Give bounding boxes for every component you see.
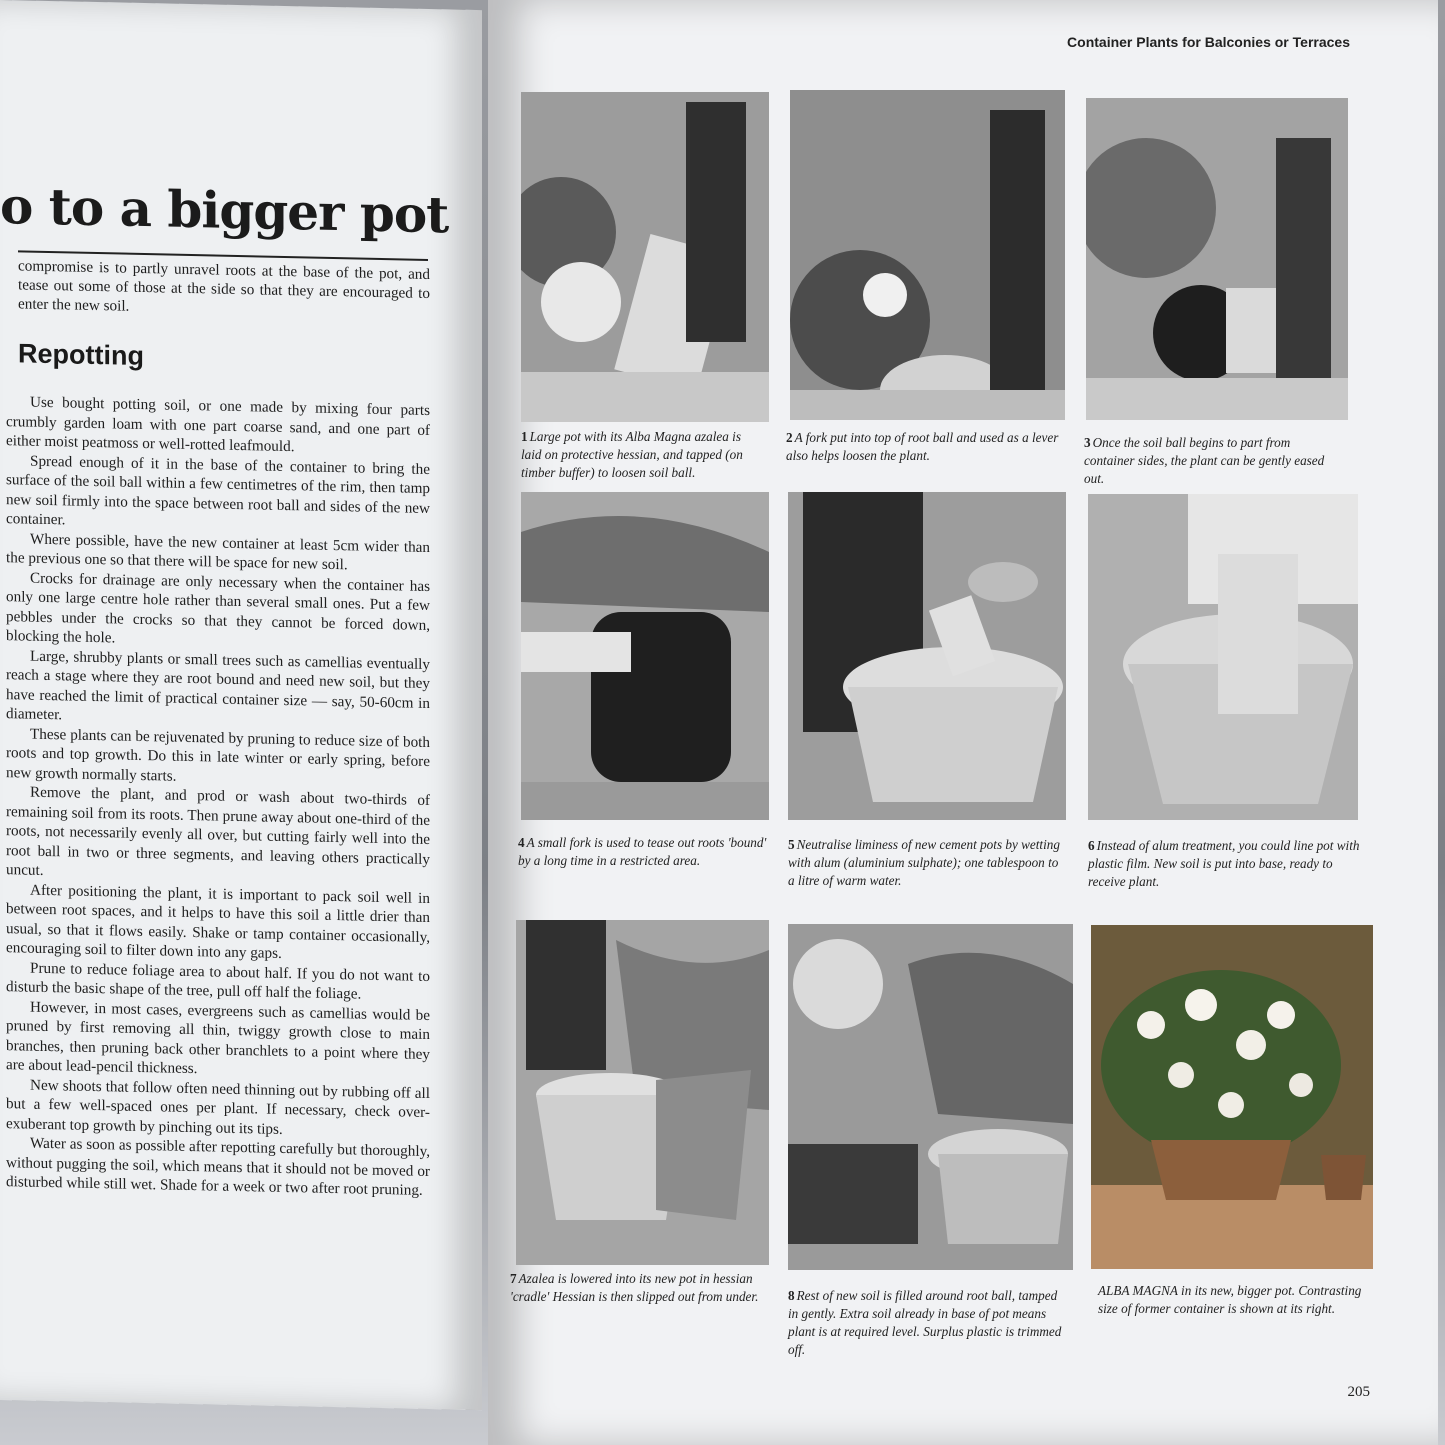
photo-step-7 xyxy=(516,920,769,1265)
paragraph: After positioning the plant, it is important to pack soil well in between root spaces, and it helps to have this soil a little drier than usual, so that it flows easily. Shake or tamp container occasionally, encouraging soil to filter down into any gaps. xyxy=(6,881,430,962)
caption-step-4: 4 A small fork is used to tease out roots 'bound' by a long time in a restricted area. xyxy=(518,835,767,868)
caption-step-7: 7 Azalea is lowered into its new pot in hessian 'cradle' Hessian is then slipped out from under. xyxy=(510,1271,759,1304)
section-heading: Repotting xyxy=(18,338,144,372)
photo-step-3 xyxy=(1086,98,1348,420)
paragraph: These plants can be rejuvenated by pruning to reduce size of both roots and top growth. Do this in late winter or early spring, before new growth normally starts. xyxy=(6,725,430,785)
caption-step-5: 5 Neutralise liminess of new cement pots by wetting with alum (aluminium sulphate); one tablespoon to a litre of warm water. xyxy=(788,837,1060,888)
paragraph: Where possible, have the new container at least 5cm wider than the previous one so that there will be space for new soil. xyxy=(6,530,430,574)
paragraph: Remove the plant, and prod or wash about two-thirds of remaining soil from its roots. Then prune away about one-third of the roots, not necessarily evenly all over, but cutting fairly well into the root ball in two or three segments, and leaving others practically uncut. xyxy=(6,783,430,879)
right-page xyxy=(488,0,1438,1445)
page-headline: o to a bigger pot xyxy=(0,176,449,245)
photo-step-1 xyxy=(521,92,769,422)
caption-step-2: 2 A fork put into top of root ball and used as a lever also helps loosen the plant. xyxy=(786,430,1059,463)
caption-step-8: 8 Rest of new soil is filled around root ball, tamped in gently. Extra soil already in base of pot means plant is at required level. Surplus plastic is trimmed off. xyxy=(788,1288,1062,1357)
paragraph: New shoots that follow often need thinning out by rubbing off all but a few well-spaced ones per plant. If necessary, check over-exuberant top growth by pinching out its tips. xyxy=(6,1076,430,1138)
photo-step-8 xyxy=(788,924,1073,1270)
photo-step-6 xyxy=(1088,494,1358,820)
paragraph: Large, shrubby plants or small trees such as camellias eventually reach a stage where they are root bound and need new soil, but they have reached the limit of practical container size — say, 50-60cm in diameter. xyxy=(6,647,430,724)
lead-paragraph: compromise is to partly unravel roots at the base of the pot, and tease out some of those at the side so that they are encouraged to enter the new soil. xyxy=(18,257,430,315)
page-number: 205 xyxy=(1347,1384,1370,1400)
paragraph: Spread enough of it in the base of the container to bring the surface of the soil ball within a few centimetres of the rim, then tamp new soil firmly into the space between root ball and sides of the new container. xyxy=(6,452,430,529)
paragraph: However, in most cases, evergreens such as camellias would be pruned by first removing all thin, twiggy growth close to main branches, then pruning back other branchlets to a point where they are about lead-pencil thickness. xyxy=(6,998,430,1078)
running-head: Container Plants for Balconies or Terraces xyxy=(1067,34,1350,50)
paragraph: Use bought potting soil, or one made by mixing four parts crumbly garden loam with one part coarse sand, and one part of either moist peatmoss or well-rotted leafmould. xyxy=(6,393,430,456)
photo-alba-magna xyxy=(1091,925,1373,1269)
left-page xyxy=(0,0,482,1410)
paragraph: Crocks for drainage are only necessary when the container has only one large centre hole rather than several small ones. Put a few pebbles under the crocks so that they cannot be forced down, blocking the hole. xyxy=(6,569,430,647)
photo-step-5 xyxy=(788,492,1066,820)
body-text xyxy=(6,392,430,1200)
caption-step-3: 3 Once the soil ball begins to part from container sides, the plant can be gently eased out. xyxy=(1084,435,1325,486)
caption-alba-magna: ALBA MAGNA in its new, bigger pot. Contrasting size of former container is shown at its right. xyxy=(1098,1283,1362,1316)
paragraph: Water as soon as possible after repotting carefully but thoroughly, without pugging the soil, which means that it should not be moved or disturbed while still wet. Shade for a week or two after root pruning. xyxy=(6,1134,430,1199)
caption-step-6: 6 Instead of alum treatment, you could line pot with plastic film. New soil is put into base, ready to receive plant. xyxy=(1088,838,1360,889)
photo-step-2 xyxy=(790,90,1065,420)
photo-step-4 xyxy=(521,492,769,820)
paragraph: Prune to reduce foliage area to about half. If you do not want to disturb the basic shape of the tree, pull off half the foliage. xyxy=(6,959,430,1003)
caption-step-1: 1 Large pot with its Alba Magna azalea is laid on protective hessian, and tapped (on timber buffer) to loosen soil ball. xyxy=(521,429,743,480)
